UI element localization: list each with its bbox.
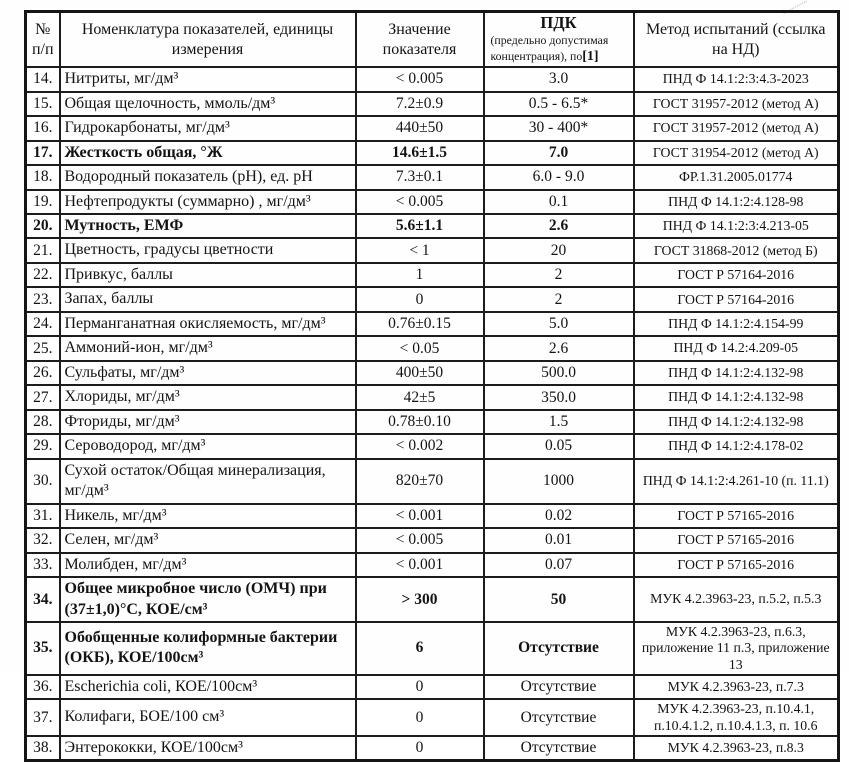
cell-pdk: 6.0 - 9.0 bbox=[484, 165, 634, 189]
cell-indicator-name: Escherichia coli, КОЕ/100см³ bbox=[60, 675, 356, 699]
pdk-subtitle-text: (предельно допустимая концентрация), по bbox=[490, 32, 609, 63]
cell-method: ПНД Ф 14.1:2:4.132-98 bbox=[634, 410, 839, 434]
table-row bbox=[26, 141, 839, 165]
table-row bbox=[26, 459, 839, 504]
cell-indicator-name: Общее микробное число (ОМЧ) при (37±1,0)°С, КОЕ/см³ bbox=[60, 577, 356, 622]
cell-method: МУК 4.2.3963-23, п.8.3 bbox=[634, 736, 839, 761]
cell-pdk: 1000 bbox=[484, 459, 634, 504]
cell-pdk: 20 bbox=[484, 238, 634, 262]
cell-row-number: 19. bbox=[26, 190, 60, 214]
cell-pdk: 3.0 bbox=[484, 67, 634, 91]
pdk-subtitle bbox=[489, 33, 629, 65]
cell-indicator-name: Энтерококки, КОЕ/100см³ bbox=[60, 736, 356, 761]
cell-indicator-name: Запах, баллы bbox=[60, 287, 356, 311]
cell-value: 14.6±1.5 bbox=[356, 141, 484, 165]
table-row bbox=[26, 622, 839, 675]
table-row bbox=[26, 92, 839, 116]
cell-row-number: 18. bbox=[26, 165, 60, 189]
cell-method: ПНД Ф 14.1:2:3:4.3-2023 bbox=[634, 67, 839, 91]
cell-value: 0 bbox=[356, 287, 484, 311]
cell-method: ГОСТ Р 57165-2016 bbox=[634, 528, 839, 552]
cell-indicator-name: Аммоний-ион, мг/дм³ bbox=[60, 336, 356, 360]
table-row bbox=[26, 165, 839, 189]
cell-pdk: 2.6 bbox=[484, 214, 634, 238]
cell-pdk: Отсутствие bbox=[484, 699, 634, 736]
cell-indicator-name: Сульфаты, мг/дм³ bbox=[60, 361, 356, 385]
column-header-pdk bbox=[484, 12, 634, 68]
column-header-row-number bbox=[26, 12, 60, 68]
cell-pdk: 30 - 400* bbox=[484, 116, 634, 140]
cell-row-number: 25. bbox=[26, 336, 60, 360]
cell-value: < 0.005 bbox=[356, 528, 484, 552]
cell-indicator-name: Никель, мг/дм³ bbox=[60, 504, 356, 528]
cell-pdk: 0.01 bbox=[484, 528, 634, 552]
cell-indicator-name: Обобщенные колиформные бактерии (ОКБ), КОЕ/100см³ bbox=[60, 622, 356, 675]
table-row bbox=[26, 528, 839, 552]
cell-method: ГОСТ 31957-2012 (метод А) bbox=[634, 116, 839, 140]
cell-pdk: 1.5 bbox=[484, 410, 634, 434]
cell-indicator-name: Фториды, мг/дм³ bbox=[60, 410, 356, 434]
cell-value: 42±5 bbox=[356, 385, 484, 409]
table-row bbox=[26, 385, 839, 409]
cell-pdk: 50 bbox=[484, 577, 634, 622]
table-row bbox=[26, 675, 839, 699]
cell-pdk: 350.0 bbox=[484, 385, 634, 409]
table-row bbox=[26, 67, 839, 91]
cell-value: < 0.001 bbox=[356, 553, 484, 577]
cell-value: < 0.001 bbox=[356, 504, 484, 528]
pdk-title: ПДК bbox=[540, 13, 577, 32]
column-header-indicator-name: Номенклатура показателей, единицы измерения bbox=[60, 12, 356, 68]
table-row bbox=[26, 361, 839, 385]
cell-method: ПНД Ф 14.1:2:4.132-98 bbox=[634, 385, 839, 409]
cell-indicator-name: Колифаги, БОЕ/100 см³ bbox=[60, 699, 356, 736]
cell-row-number: 21. bbox=[26, 238, 60, 262]
cell-pdk: 500.0 bbox=[484, 361, 634, 385]
cell-indicator-name: Общая щелочность, ммоль/дм³ bbox=[60, 92, 356, 116]
cell-method: ГОСТ Р 57164-2016 bbox=[634, 263, 839, 287]
cell-value: 0 bbox=[356, 699, 484, 736]
table-row bbox=[26, 214, 839, 238]
cell-row-number: 20. bbox=[26, 214, 60, 238]
cell-indicator-name: Нитриты, мг/дм³ bbox=[60, 67, 356, 91]
row-number-header-line1: № bbox=[35, 21, 51, 39]
table-row bbox=[26, 577, 839, 622]
cell-value: 1 bbox=[356, 263, 484, 287]
cell-method: ПНД Ф 14.1:2:4.178-02 bbox=[634, 434, 839, 458]
cell-row-number: 35. bbox=[26, 622, 60, 675]
cell-method: МУК 4.2.3963-23, п.6.3, приложение 11 п.3, приложение 13 bbox=[634, 622, 839, 675]
cell-method: ПНД Ф 14.2:4.209-05 bbox=[634, 336, 839, 360]
cell-row-number: 32. bbox=[26, 528, 60, 552]
cell-row-number: 27. bbox=[26, 385, 60, 409]
table-row bbox=[26, 410, 839, 434]
cell-row-number: 16. bbox=[26, 116, 60, 140]
cell-row-number: 34. bbox=[26, 577, 60, 622]
cell-value: 440±50 bbox=[356, 116, 484, 140]
cell-pdk: Отсутствие bbox=[484, 675, 634, 699]
cell-pdk: 0.07 bbox=[484, 553, 634, 577]
cell-indicator-name: Гидрокарбонаты, мг/дм³ bbox=[60, 116, 356, 140]
table-header-row bbox=[26, 12, 839, 68]
cell-row-number: 15. bbox=[26, 92, 60, 116]
cell-value: < 0.005 bbox=[356, 190, 484, 214]
cell-method: ПНД Ф 14.1:2:4.261-10 (п. 11.1) bbox=[634, 459, 839, 504]
cell-value: 7.3±0.1 bbox=[356, 165, 484, 189]
cell-method: ПНД Ф 14.1:2:4.132-98 bbox=[634, 361, 839, 385]
cell-row-number: 26. bbox=[26, 361, 60, 385]
cell-indicator-name: Мутность, ЕМФ bbox=[60, 214, 356, 238]
cell-indicator-name: Нефтепродукты (суммарно) , мг/дм³ bbox=[60, 190, 356, 214]
cell-method: ГОСТ 31954-2012 (метод А) bbox=[634, 141, 839, 165]
cell-indicator-name: Молибден, мг/дм³ bbox=[60, 553, 356, 577]
table-row bbox=[26, 504, 839, 528]
cell-indicator-name: Хлориды, мг/дм³ bbox=[60, 385, 356, 409]
cell-indicator-name: Сухой остаток/Общая минерализация, мг/дм³ bbox=[60, 459, 356, 504]
table-row bbox=[26, 736, 839, 761]
cell-indicator-name: Перманганатная окисляемость, мг/дм³ bbox=[60, 312, 356, 336]
table-row bbox=[26, 116, 839, 140]
cell-pdk: Отсутствие bbox=[484, 736, 634, 761]
cell-row-number: 36. bbox=[26, 675, 60, 699]
cell-pdk: 0.05 bbox=[484, 434, 634, 458]
cell-method: ПНД Ф 14.1:2:4.154-99 bbox=[634, 312, 839, 336]
cell-indicator-name: Привкус, баллы bbox=[60, 263, 356, 287]
cell-value: 0.78±0.10 bbox=[356, 410, 484, 434]
cell-row-number: 33. bbox=[26, 553, 60, 577]
cell-row-number: 17. bbox=[26, 141, 60, 165]
cell-row-number: 28. bbox=[26, 410, 60, 434]
table-row bbox=[26, 699, 839, 736]
cell-value: > 300 bbox=[356, 577, 484, 622]
table-row bbox=[26, 336, 839, 360]
table-row bbox=[26, 190, 839, 214]
cell-value: 820±70 bbox=[356, 459, 484, 504]
cell-value: < 0.002 bbox=[356, 434, 484, 458]
cell-pdk: 2 bbox=[484, 287, 634, 311]
cell-pdk: Отсутствие bbox=[484, 622, 634, 675]
cell-value: 0.76±0.15 bbox=[356, 312, 484, 336]
cell-row-number: 30. bbox=[26, 459, 60, 504]
cell-row-number: 23. bbox=[26, 287, 60, 311]
cell-row-number: 38. bbox=[26, 736, 60, 761]
cell-method: МУК 4.2.3963-23, п.7.3 bbox=[634, 675, 839, 699]
cell-indicator-name: Водородный показатель (рН), ед. рН bbox=[60, 165, 356, 189]
cell-indicator-name: Селен, мг/дм³ bbox=[60, 528, 356, 552]
cell-row-number: 22. bbox=[26, 263, 60, 287]
cell-value: 7.2±0.9 bbox=[356, 92, 484, 116]
cell-value: < 0.05 bbox=[356, 336, 484, 360]
cell-indicator-name: Жесткость общая, °Ж bbox=[60, 141, 356, 165]
cell-method: МУК 4.2.3963-23, п.5.2, п.5.3 bbox=[634, 577, 839, 622]
cell-method: МУК 4.2.3963-23, п.10.4.1, п.10.4.1.2, п.10.4.1.3, п. 10.6 bbox=[634, 699, 839, 736]
water-quality-results-table bbox=[24, 10, 840, 762]
cell-method: ГОСТ Р 57164-2016 bbox=[634, 287, 839, 311]
cell-value: 400±50 bbox=[356, 361, 484, 385]
cell-value: 0 bbox=[356, 675, 484, 699]
cell-value: < 1 bbox=[356, 238, 484, 262]
cell-pdk: 0.02 bbox=[484, 504, 634, 528]
cell-method: ПНД Ф 14.1:2:3:4.213-05 bbox=[634, 214, 839, 238]
cell-method: ФР.1.31.2005.01774 bbox=[634, 165, 839, 189]
table-row bbox=[26, 287, 839, 311]
cell-indicator-name: Цветность, градусы цветности bbox=[60, 238, 356, 262]
table-row bbox=[26, 312, 839, 336]
cell-row-number: 14. bbox=[26, 67, 60, 91]
cell-method: ГОСТ Р 57165-2016 bbox=[634, 504, 839, 528]
table-header bbox=[26, 12, 839, 68]
cell-pdk: 0.1 bbox=[484, 190, 634, 214]
cell-row-number: 24. bbox=[26, 312, 60, 336]
cell-method: ГОСТ Р 57165-2016 bbox=[634, 553, 839, 577]
cell-value: < 0.005 bbox=[356, 67, 484, 91]
cell-pdk: 0.5 - 6.5* bbox=[484, 92, 634, 116]
pdk-reference: [1] bbox=[582, 48, 599, 64]
column-header-test-method: Метод испытаний (ссылка на НД) bbox=[634, 12, 839, 68]
cell-value: 5.6±1.1 bbox=[356, 214, 484, 238]
table-row bbox=[26, 238, 839, 262]
table-row bbox=[26, 263, 839, 287]
cell-value: 0 bbox=[356, 736, 484, 761]
cell-method: ГОСТ 31957-2012 (метод А) bbox=[634, 92, 839, 116]
row-number-header-line2: п/п bbox=[31, 40, 54, 58]
results-table-body bbox=[26, 67, 839, 761]
cell-method: ПНД Ф 14.1:2:4.128-98 bbox=[634, 190, 839, 214]
cell-pdk: 2.6 bbox=[484, 336, 634, 360]
cell-row-number: 31. bbox=[26, 504, 60, 528]
cell-indicator-name: Сероводород, мг/дм³ bbox=[60, 434, 356, 458]
column-header-value: Значение показателя bbox=[356, 12, 484, 68]
cell-method: ГОСТ 31868-2012 (метод Б) bbox=[634, 238, 839, 262]
table-row bbox=[26, 553, 839, 577]
cell-row-number: 29. bbox=[26, 434, 60, 458]
cell-pdk: 2 bbox=[484, 263, 634, 287]
cell-value: 6 bbox=[356, 622, 484, 675]
cell-pdk: 5.0 bbox=[484, 312, 634, 336]
cell-row-number: 37. bbox=[26, 699, 60, 736]
cell-pdk: 7.0 bbox=[484, 141, 634, 165]
table-row bbox=[26, 434, 839, 458]
